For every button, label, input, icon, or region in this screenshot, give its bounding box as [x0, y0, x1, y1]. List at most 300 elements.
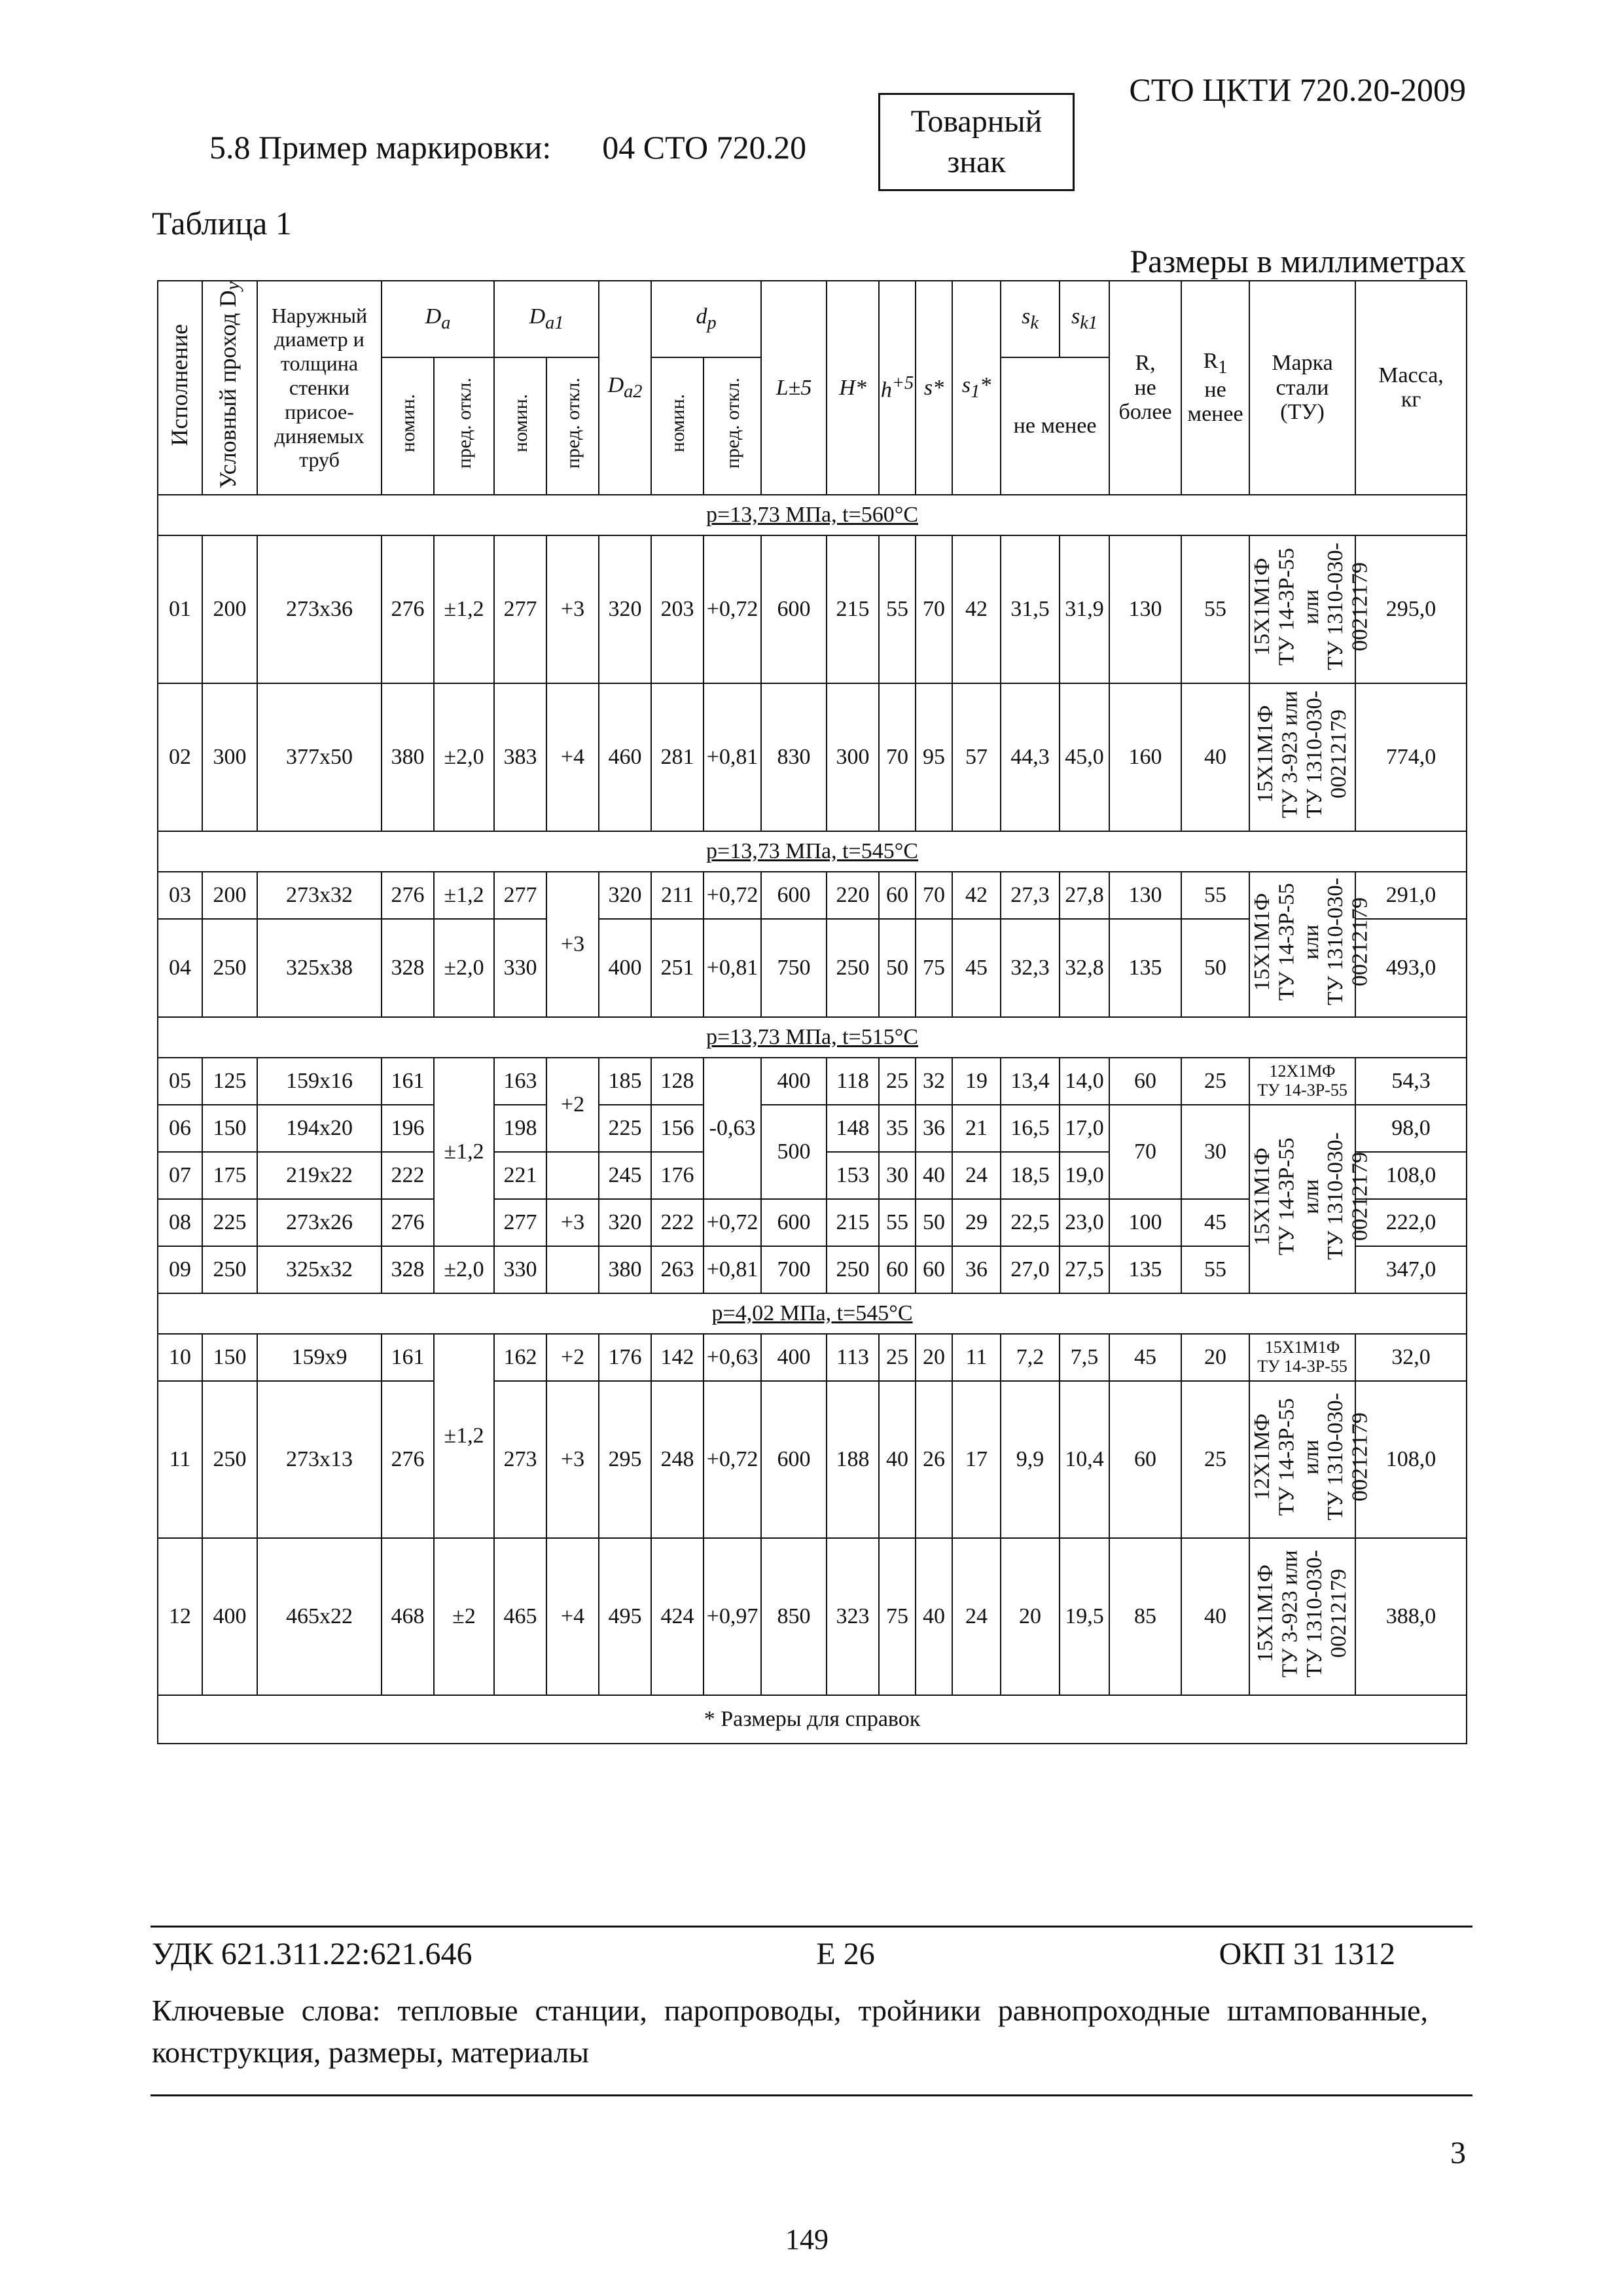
- table-cell: 12Х1МФ ТУ 14-3Р-55: [1249, 1058, 1355, 1105]
- table-cell: 31,5: [1001, 535, 1060, 683]
- table-cell: 215: [827, 1199, 879, 1246]
- table-row: [158, 1058, 1467, 1105]
- udk-code: УДК 621.311.22:621.646: [152, 1937, 473, 1971]
- table-cell: ±2: [434, 1538, 494, 1695]
- table-cell: 40: [1181, 1538, 1249, 1695]
- table-cell: 188: [827, 1381, 879, 1538]
- table-cell: 388,0: [1355, 1538, 1467, 1695]
- table-cell: 320: [599, 535, 651, 683]
- table-cell: 200: [202, 872, 257, 919]
- table-cell: 27,5: [1060, 1246, 1109, 1293]
- table-cell: 400: [761, 1058, 827, 1105]
- table-cell: 142: [651, 1334, 704, 1381]
- table-cell: p=13,73 МПа, t=545°С: [158, 831, 1467, 872]
- divider: [151, 1926, 1472, 1928]
- table-cell: 70: [1109, 1105, 1181, 1199]
- table-cell: 7,2: [1001, 1334, 1060, 1381]
- table-cell: 194x20: [257, 1105, 382, 1152]
- table-cell: 161: [382, 1058, 434, 1105]
- units-note: Размеры в миллиметрах: [1130, 243, 1466, 279]
- header-pipe-size: Наружный диаметр и толщина стенки присое- диняемых труб: [257, 281, 382, 495]
- table-cell: 222: [382, 1152, 434, 1199]
- table-cell: 330: [494, 1246, 546, 1293]
- table-cell: 130: [1109, 872, 1181, 919]
- table-cell: 10,4: [1060, 1381, 1109, 1538]
- table-cell: 40: [1181, 683, 1249, 831]
- table-row: [158, 683, 1467, 831]
- table-cell: 15Х1М1Ф ТУ 14-3Р-55 или ТУ 1310-030- 00212179: [1249, 535, 1355, 683]
- table-cell: 10: [158, 1334, 202, 1381]
- table-cell: 325x32: [257, 1246, 382, 1293]
- table-cell: 42: [952, 872, 1001, 919]
- table-cell: 221: [494, 1152, 546, 1199]
- table-cell: 22,5: [1001, 1199, 1060, 1246]
- table-cell: 17: [952, 1381, 1001, 1538]
- table-cell: 40: [916, 1152, 952, 1199]
- table-cell: 700: [761, 1246, 827, 1293]
- table-cell: 203: [651, 535, 704, 683]
- table-cell: 150: [202, 1105, 257, 1152]
- table-cell: 176: [599, 1334, 651, 1381]
- table-cell: 40: [916, 1538, 952, 1695]
- table-cell: 36: [916, 1105, 952, 1152]
- table-cell: 23,0: [1060, 1199, 1109, 1246]
- table-cell: +0,81: [704, 919, 761, 1017]
- table-cell: 273x36: [257, 535, 382, 683]
- table-footnote: [158, 1695, 1467, 1744]
- table-row: [158, 1334, 1467, 1381]
- table-cell: 273x26: [257, 1199, 382, 1246]
- table-cell: 25: [879, 1058, 916, 1105]
- table-cell: 130: [1109, 535, 1181, 683]
- table-cell: 347,0: [1355, 1246, 1467, 1293]
- table-cell: 222: [651, 1199, 704, 1246]
- table-cell: ±2,0: [434, 919, 494, 1017]
- table-cell: * Размеры для справок: [158, 1695, 1467, 1744]
- table-cell: 13,4: [1001, 1058, 1060, 1105]
- table-cell: 250: [827, 919, 879, 1017]
- table-row: [158, 535, 1467, 683]
- table-cell: 774,0: [1355, 683, 1467, 831]
- table-cell: 60: [879, 1246, 916, 1293]
- table-cell: 24: [952, 1538, 1001, 1695]
- table-cell: 06: [158, 1105, 202, 1152]
- trademark-line: Товарный: [910, 104, 1043, 139]
- table-cell: 17,0: [1060, 1105, 1109, 1152]
- table-label: Таблица 1: [152, 205, 292, 242]
- header-mass: Масса, кг: [1355, 281, 1467, 495]
- table-cell: 44,3: [1001, 683, 1060, 831]
- table-cell: 50: [916, 1199, 952, 1246]
- header-hk: $h^{+5}$: [879, 281, 916, 495]
- table-cell: 400: [599, 919, 651, 1017]
- table-cell: 460: [599, 683, 651, 831]
- table-cell: 25: [1181, 1381, 1249, 1538]
- header-dp-dev: пред. откл.: [704, 357, 761, 495]
- table-cell: 25: [879, 1334, 916, 1381]
- table-cell: 55: [879, 1199, 916, 1246]
- table-cell: 20: [1001, 1538, 1060, 1695]
- table-cell: 495: [599, 1538, 651, 1695]
- header-da1-nom: номин.: [494, 357, 546, 495]
- table-cell: 465x22: [257, 1538, 382, 1695]
- marking-example: [209, 128, 806, 166]
- table-cell: +0,81: [704, 1246, 761, 1293]
- table-cell: +0,72: [704, 535, 761, 683]
- table-cell: 150: [202, 1334, 257, 1381]
- table-cell: 26: [916, 1381, 952, 1538]
- table-cell: 108,0: [1355, 1381, 1467, 1538]
- table-cell: 42: [952, 535, 1001, 683]
- table-cell: 113: [827, 1334, 879, 1381]
- marking-label: 5.8 Пример маркировки:: [209, 129, 552, 166]
- table-cell: 40: [879, 1381, 916, 1538]
- table-cell: 830: [761, 683, 827, 831]
- table-cell: 21: [952, 1105, 1001, 1152]
- table-cell: +0,63: [704, 1334, 761, 1381]
- table-cell: 95: [916, 683, 952, 831]
- table-cell: 468: [382, 1538, 434, 1695]
- table-cell: 250: [202, 919, 257, 1017]
- table-cell: 276: [382, 1381, 434, 1538]
- header-nominal-bore: Условный проход $D_y$: [202, 281, 257, 495]
- table-cell: 55: [1181, 1246, 1249, 1293]
- table-cell: 100: [1109, 1199, 1181, 1246]
- table-cell: 70: [916, 872, 952, 919]
- table-cell: +4: [546, 683, 599, 831]
- table-cell: 32: [916, 1058, 952, 1105]
- table-cell: 219x22: [257, 1152, 382, 1199]
- table-cell: 153: [827, 1152, 879, 1199]
- table-cell: 20: [916, 1334, 952, 1381]
- trademark-box: [878, 93, 1075, 191]
- table-cell: 135: [1109, 1246, 1181, 1293]
- table-cell: 220: [827, 872, 879, 919]
- table-cell: 211: [651, 872, 704, 919]
- table-cell: 75: [879, 1538, 916, 1695]
- table-cell: 400: [202, 1538, 257, 1695]
- table-cell: 12Х1МФ ТУ 14-3Р-55 или ТУ 1310-030- 00212179: [1249, 1381, 1355, 1538]
- table-cell: 277: [494, 1199, 546, 1246]
- table-cell: 25: [1181, 1058, 1249, 1105]
- table-cell: 11: [952, 1334, 1001, 1381]
- table-cell: 600: [761, 872, 827, 919]
- table-cell: 20: [1181, 1334, 1249, 1381]
- table-cell: 45: [952, 919, 1001, 1017]
- table-cell: 320: [599, 1199, 651, 1246]
- header-not-less: не менее: [1001, 357, 1109, 495]
- table-cell: 108,0: [1355, 1152, 1467, 1199]
- table-cell: 04: [158, 919, 202, 1017]
- table-cell: 128: [651, 1058, 704, 1105]
- trademark-line: знак: [947, 145, 1006, 179]
- table-cell: 273: [494, 1381, 546, 1538]
- table-cell: +3: [546, 872, 599, 1017]
- table-cell: 60: [1109, 1381, 1181, 1538]
- header-s: s*: [916, 281, 952, 495]
- table-cell: 600: [761, 1199, 827, 1246]
- table-cell: 32,8: [1060, 919, 1109, 1017]
- table-cell: 850: [761, 1538, 827, 1695]
- table-cell: ±1,2: [434, 1058, 494, 1246]
- section-row: [158, 495, 1467, 535]
- header-length: L±5: [761, 281, 827, 495]
- header-da2: $D_{a2}$: [599, 281, 651, 495]
- table-cell: 251: [651, 919, 704, 1017]
- header-da-nom: номин.: [382, 357, 434, 495]
- table-cell: 161: [382, 1334, 434, 1381]
- table-cell: 263: [651, 1246, 704, 1293]
- table-cell: 32,3: [1001, 919, 1060, 1017]
- header-height: H*: [827, 281, 879, 495]
- table-cell: 12: [158, 1538, 202, 1695]
- table-row: [158, 1538, 1467, 1695]
- table-cell: 328: [382, 919, 434, 1017]
- table-cell: 75: [916, 919, 952, 1017]
- table-cell: 09: [158, 1246, 202, 1293]
- table-cell: 118: [827, 1058, 879, 1105]
- table-cell: 32,0: [1355, 1334, 1467, 1381]
- table-cell: 45: [1109, 1334, 1181, 1381]
- table-cell: 85: [1109, 1538, 1181, 1695]
- table-cell: 19,5: [1060, 1538, 1109, 1695]
- table-cell: 30: [879, 1152, 916, 1199]
- table-cell: 159x9: [257, 1334, 382, 1381]
- table-cell: 330: [494, 919, 546, 1017]
- table-cell: +0,81: [704, 683, 761, 831]
- header-dp-nom: номин.: [651, 357, 704, 495]
- header-da1: $D_{a1}$: [494, 281, 599, 357]
- table-cell: 175: [202, 1152, 257, 1199]
- divider: [151, 2094, 1472, 2096]
- table-cell: 277: [494, 872, 546, 919]
- section-row: [158, 1293, 1467, 1334]
- table-cell: 245: [599, 1152, 651, 1199]
- header-da: $D_a$: [382, 281, 494, 357]
- table-cell: 248: [651, 1381, 704, 1538]
- table-cell: 160: [1109, 683, 1181, 831]
- table-cell: p=13,73 МПа, t=560°С: [158, 495, 1467, 535]
- table-cell: 176: [651, 1152, 704, 1199]
- table-cell: ±2,0: [434, 1246, 494, 1293]
- table-cell: 383: [494, 683, 546, 831]
- table-cell: 36: [952, 1246, 1001, 1293]
- table-cell: +2: [546, 1058, 599, 1152]
- table-cell: 500: [761, 1105, 827, 1199]
- table-cell: 295,0: [1355, 535, 1467, 683]
- table-cell: 18,5: [1001, 1152, 1060, 1199]
- table-cell: +0,97: [704, 1538, 761, 1695]
- table-cell: [546, 1152, 599, 1199]
- table-cell: 16,5: [1001, 1105, 1060, 1152]
- table-cell: 320: [599, 872, 651, 919]
- table-cell: 222,0: [1355, 1199, 1467, 1246]
- table-cell: ±1,2: [434, 535, 494, 683]
- table-cell: 325x38: [257, 919, 382, 1017]
- table-cell: 380: [382, 683, 434, 831]
- header-r: R, не более: [1109, 281, 1181, 495]
- table-cell: 185: [599, 1058, 651, 1105]
- table-cell: 380: [599, 1246, 651, 1293]
- header-sk: $s_k$: [1001, 281, 1060, 357]
- header-steel: Марка стали (ТУ): [1249, 281, 1355, 495]
- table-cell: -0,63: [704, 1058, 761, 1199]
- table-cell: ±1,2: [434, 1334, 494, 1538]
- table-cell: 7,5: [1060, 1334, 1109, 1381]
- header-da1-dev: пред. откл.: [546, 357, 599, 495]
- table-cell: +0,72: [704, 1381, 761, 1538]
- table-cell: 156: [651, 1105, 704, 1152]
- page-number: 3: [1450, 2136, 1466, 2170]
- table-cell: ±1,2: [434, 872, 494, 919]
- table-cell: 276: [382, 535, 434, 683]
- table-cell: +3: [546, 1199, 599, 1246]
- table-cell: 291,0: [1355, 872, 1467, 919]
- table-cell: 11: [158, 1381, 202, 1538]
- table-cell: 30: [1181, 1105, 1249, 1199]
- table-cell: 493,0: [1355, 919, 1467, 1017]
- table-cell: 24: [952, 1152, 1001, 1199]
- footer-page-number: 149: [785, 2223, 829, 2255]
- section-row: [158, 1017, 1467, 1058]
- table-cell: 19,0: [1060, 1152, 1109, 1199]
- table-cell: 15Х1М1Ф ТУ 3-923 или ТУ 1310-030- 00212179: [1249, 1538, 1355, 1695]
- table-cell: 55: [1181, 535, 1249, 683]
- table-cell: 424: [651, 1538, 704, 1695]
- table-cell: 27,3: [1001, 872, 1060, 919]
- table-cell: 70: [879, 683, 916, 831]
- table-cell: 215: [827, 535, 879, 683]
- table-cell: 250: [202, 1381, 257, 1538]
- section-row: [158, 831, 1467, 872]
- table-cell: 225: [202, 1199, 257, 1246]
- table-cell: 45: [1181, 1199, 1249, 1246]
- table-cell: 19: [952, 1058, 1001, 1105]
- table-cell: 328: [382, 1246, 434, 1293]
- table-cell: 273x13: [257, 1381, 382, 1538]
- table-row: [158, 1105, 1467, 1152]
- header-da-dev: пред. откл.: [434, 357, 494, 495]
- table-cell: 300: [827, 683, 879, 831]
- table-cell: 295: [599, 1381, 651, 1538]
- table-cell: 273x32: [257, 872, 382, 919]
- table-cell: 07: [158, 1152, 202, 1199]
- table-cell: 14,0: [1060, 1058, 1109, 1105]
- table-cell: 250: [827, 1246, 879, 1293]
- table-cell: 54,3: [1355, 1058, 1467, 1105]
- table-cell: 15Х1М1Ф ТУ 14-3Р-55 или ТУ 1310-030- 00212179: [1249, 872, 1355, 1017]
- table-cell: 98,0: [1355, 1105, 1467, 1152]
- table-cell: 27,8: [1060, 872, 1109, 919]
- table-cell: 281: [651, 683, 704, 831]
- table-cell: [546, 1246, 599, 1293]
- table-cell: 276: [382, 872, 434, 919]
- table-cell: 02: [158, 683, 202, 831]
- table-cell: 400: [761, 1334, 827, 1381]
- table-cell: +3: [546, 535, 599, 683]
- table-cell: 29: [952, 1199, 1001, 1246]
- table-cell: +2: [546, 1334, 599, 1381]
- table-cell: 159x16: [257, 1058, 382, 1105]
- table-cell: 377x50: [257, 683, 382, 831]
- table-cell: 15Х1М1Ф ТУ 14-3Р-55: [1249, 1334, 1355, 1381]
- table-cell: 15Х1М1Ф ТУ 3-923 или ТУ 1310-030- 00212179: [1249, 683, 1355, 831]
- table-cell: 600: [761, 1381, 827, 1538]
- dimensions-table: [157, 280, 1467, 1744]
- table-cell: 200: [202, 535, 257, 683]
- table-cell: 27,0: [1001, 1246, 1060, 1293]
- table-cell: 750: [761, 919, 827, 1017]
- table-cell: 50: [879, 919, 916, 1017]
- table-cell: 70: [916, 535, 952, 683]
- table-cell: 31,9: [1060, 535, 1109, 683]
- table-cell: 198: [494, 1105, 546, 1152]
- header-sk1: $s_{k1}$: [1060, 281, 1109, 357]
- table-cell: 135: [1109, 919, 1181, 1017]
- table-cell: 276: [382, 1199, 434, 1246]
- table-cell: 148: [827, 1105, 879, 1152]
- okp-code: ОКП 31 1312: [1219, 1937, 1395, 1971]
- header-r1: $R_1$ не менее: [1181, 281, 1249, 495]
- table-cell: 162: [494, 1334, 546, 1381]
- table-cell: 9,9: [1001, 1381, 1060, 1538]
- table-cell: ±2,0: [434, 683, 494, 831]
- table-cell: 125: [202, 1058, 257, 1105]
- table-cell: 250: [202, 1246, 257, 1293]
- header-variant: Исполнение: [158, 281, 202, 495]
- table-cell: +4: [546, 1538, 599, 1695]
- table-cell: 225: [599, 1105, 651, 1152]
- table-cell: 01: [158, 535, 202, 683]
- table-cell: 50: [1181, 919, 1249, 1017]
- table-cell: +0,72: [704, 872, 761, 919]
- table-cell: 323: [827, 1538, 879, 1695]
- table-cell: 05: [158, 1058, 202, 1105]
- table-row: [158, 1381, 1467, 1538]
- keywords: Ключевые слова: тепловые станции, паропроводы, тройники равнопроходные штампованные, конструкция, размеры, материалы: [152, 1994, 1428, 2069]
- document-code: СТО ЦКТИ 720.20-2009: [1129, 71, 1466, 108]
- header-dp: $d_p$: [651, 281, 761, 357]
- table-cell: 35: [879, 1105, 916, 1152]
- table-cell: p=4,02 МПа, t=545°С: [158, 1293, 1467, 1334]
- table-row: [158, 872, 1467, 919]
- table-cell: +3: [546, 1381, 599, 1538]
- marking-code: 04 СТО 720.20: [602, 129, 807, 166]
- header-row: [158, 281, 1467, 357]
- table-cell: 55: [1181, 872, 1249, 919]
- table-cell: 300: [202, 683, 257, 831]
- table-cell: 60: [879, 872, 916, 919]
- table-cell: 57: [952, 683, 1001, 831]
- table-cell: 277: [494, 535, 546, 683]
- table-cell: 465: [494, 1538, 546, 1695]
- table-cell: 03: [158, 872, 202, 919]
- table-cell: p=13,73 МПа, t=515°С: [158, 1017, 1467, 1058]
- table-cell: 08: [158, 1199, 202, 1246]
- table-cell: 60: [1109, 1058, 1181, 1105]
- table-cell: 45,0: [1060, 683, 1109, 831]
- table-cell: 163: [494, 1058, 546, 1105]
- table-cell: +0,72: [704, 1199, 761, 1246]
- table-cell: 600: [761, 535, 827, 683]
- table-cell: 15Х1М1Ф ТУ 14-3Р-55 или ТУ 1310-030- 00212179: [1249, 1105, 1355, 1293]
- header-s1: $s_1*$: [952, 281, 1001, 495]
- table-cell: 60: [916, 1246, 952, 1293]
- e-code: Е 26: [816, 1937, 875, 1971]
- table-cell: 55: [879, 535, 916, 683]
- classification-line: [152, 1936, 1395, 1972]
- table-cell: 196: [382, 1105, 434, 1152]
